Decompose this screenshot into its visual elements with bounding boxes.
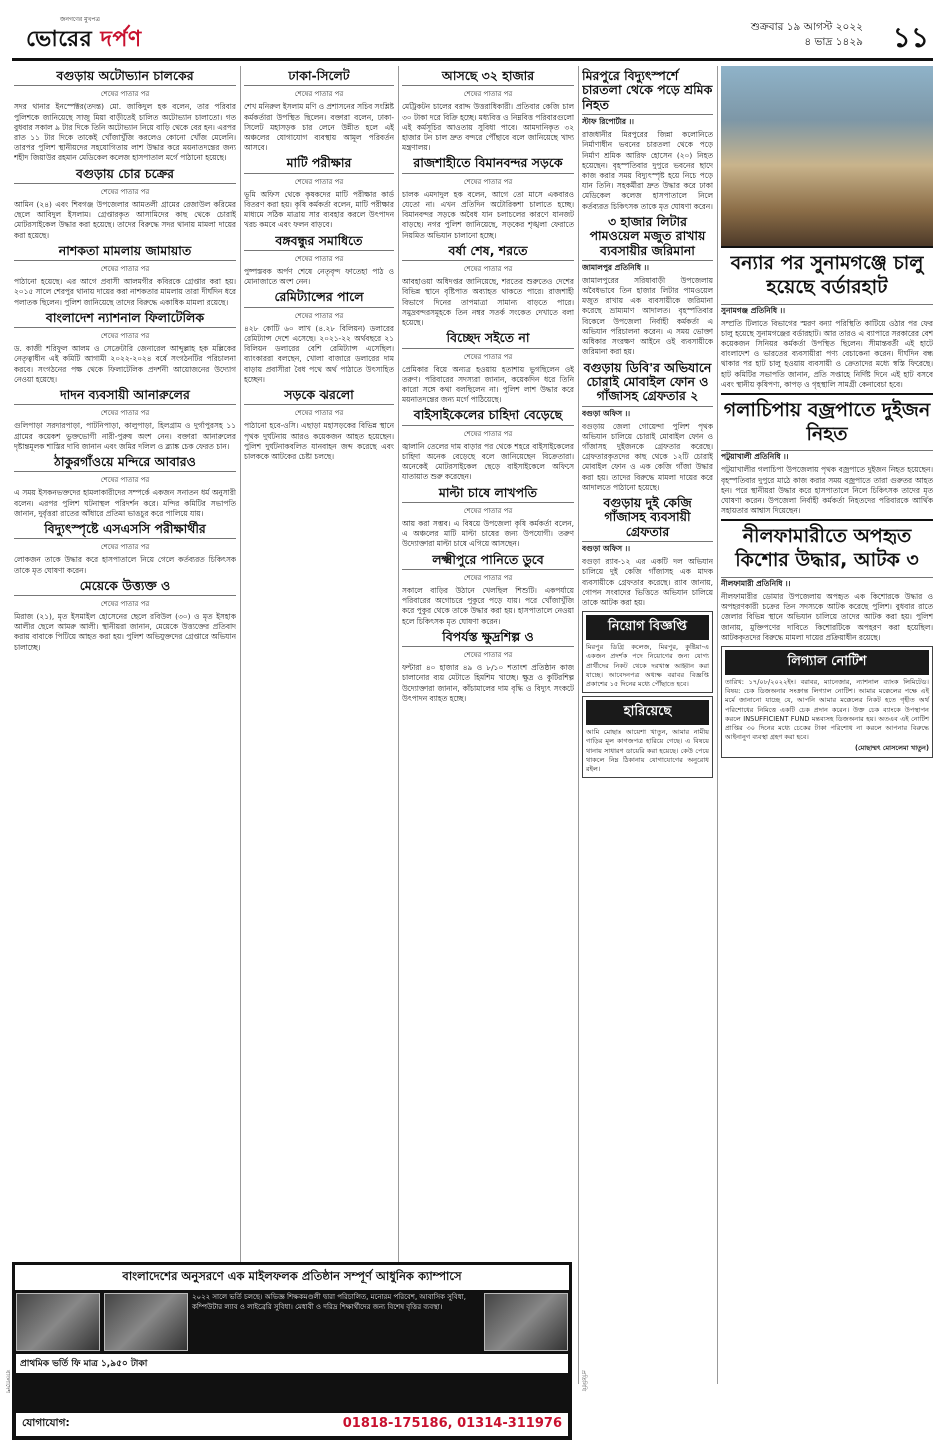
continued-label: শেষের পাতার পর <box>294 409 344 418</box>
headline: ৩ হাজার লিটার পামওয়েল মজুত রাখায় ব্যবসায়ীর জরিমানা <box>582 215 713 261</box>
headline: গলাচিপায় বজ্রপাতে দুইজন নিহত <box>721 393 933 452</box>
article-body: মিরাজ (২১), মৃত ইসমাইল হোসেনের ছেলে রবিউল (৩০) ও মৃত ইসহাক আলীর ছেলে আমরু আলী। স্থানীয়রা জানান, মেয়েকে উত্ত্যক্তের প্রতিবাদ করায় বাবাকে পিটিয়ে আহত করা হয়। পুলিশ অভিযুক্তদের গ্রেপ্তারে অভিযান চালাচ্ছে। <box>14 612 236 652</box>
article-body: রাজধানীর মিরপুরের জিন্না কলোনিতে নির্মাণাধীন ভবনের চারতলা থেকে পড়ে নির্মাণ শ্রমিক আরিফ হোসেন (২০) নিহত হয়েছেন। বৃহস্পতিবার দুপুরে ভবনের ছাদে কাজ করার সময় বিদ্যুৎস্পৃষ্ট হয়ে নিচে পড়ে যান তিনি। সহকর্মীরা দ্রুত উদ্ধার করে ঢাকা মেডিকেল কলেজ হাসপাতালে নিলে কর্তব্যরত চিকিৎসক তাকে মৃত ঘোষণা করেন। <box>582 130 713 211</box>
article-body: জামালপুরের সরিষাবাড়ী উপজেলায় অবৈধভাবে তিন হাজার লিটার পামওয়েল মজুত রাখায় এক ব্যবসায়ীকে জরিমানা করেছে ভ্রাম্যমাণ আদালত। বৃহস্পতিবার বিকেলে উপজেলা নির্বাহী কর্মকর্তা এ অভিযান পরিচালনা করেন। এ সময় ভোক্তা অধিকার সংরক্ষণ আইনে ওই ব্যবসায়ীকে জরিমানা করা হয়। <box>582 275 713 357</box>
column-divider <box>578 66 579 1384</box>
border-haat-photo <box>721 66 933 246</box>
continued-label: শেষের পাতার পর <box>463 429 513 438</box>
article-body: পাঠানো হয়েছে। এর আগে প্রবাসী আলমগীর কবিরকে গ্রেপ্তার করা হয়। ২০১৫ সালে শেরপুর থানায় দায়ের করা নাশকতার মামলায় তারা দীর্ঘদিন ধরে পলাতক ছিলেন। পুলিশ জানিয়েছে তাদের বিরুদ্ধে একাধিক মামলা রয়েছে। <box>14 277 236 307</box>
ad-highlight: প্রাথমিক ভর্তি ফি মাত্র ১,৯৫০ টাকা <box>16 1354 568 1373</box>
column-3 <box>402 66 574 1258</box>
article-body: সদর থানার ইনস্পেক্টর(তদন্ত) মো. জাকিদুল হক বলেন, তার পরিবার পুলিশকে জানিয়েছে সাজু মিয়া বাড়ীতেই চালিত অটোভ্যান চালাতো। গত বুধবার সকাল ৯ টার দিকে তিনি অটোভ্যান নিয়ে বাড়ি থেকে বের হন। এরপর রাত ১১ টার দিকে তাকেই খোঁজাখুঁজি করলেও কোনো খোঁজ মেলেনি। তারপর পুলিশ স্থানীয়দের সহযোগিতায় লাশ উদ্ধার করে ময়নাতদন্তের জন্য শহীদ জিয়াউর রহমান মেডিকেল কলেজ হাসপাতাল মর্গে পাঠানো হয়েছে। <box>14 102 236 163</box>
ad-photo <box>484 1293 568 1351</box>
headline: ঠাকুরগাঁওয়ে মন্দিরে আবারও <box>14 455 236 472</box>
article-body: জ্বালানি তেলের দাম বাড়ার পর থেকে শহরে বাইসাইকেলের চাহিদা অনেক বেড়েছে বলে জানিয়েছেন বিক্রেতারা। অনেকেই মোটরসাইকেল ছেড়ে বাইসাইকেলে অফিসে যাতায়াত শুরু করেছেন। <box>402 441 574 482</box>
continued-label: শেষের পাতার পর <box>100 332 150 341</box>
column-divider <box>398 66 399 1384</box>
notice-body: মিরপুর ডিগ্রি কলেজ, মিরপুর, কুষ্টিয়া-এ একজন প্রদর্শক পদে নিয়োগের জন্য যোগ্য প্রার্থীদের নিকট থেকে দরখাস্ত আহ্বান করা যাচ্ছে। আবেদনপত্র অধ্যক্ষ বরাবর বিজ্ঞপ্তি প্রকাশের ১৫ দিনের মধ্যে পৌঁছাতে হবে। <box>586 643 709 688</box>
headline: বঙ্গবন্ধুর সমাধিতে <box>244 234 394 251</box>
logo-kicker: জনগণের মুখপত্র <box>60 16 100 23</box>
lost-title: হারিয়েছে <box>586 700 709 725</box>
continued-label: শেষের পাতার পর <box>100 90 150 99</box>
byline: পটুয়াখালী প্রতিনিধি ।। <box>721 452 789 462</box>
continued-label: শেষের পাতার পর <box>294 90 344 99</box>
date-bengali: ৪ ভাদ্র ১৪২৯ <box>804 36 863 48</box>
headline: ঢাকা-সিলেট <box>244 69 394 86</box>
headline: সড়কে ঝরলো <box>244 388 394 405</box>
headline: বগুড়ায় চোর চক্রের <box>14 167 236 184</box>
article-body: ফন্টারা ৪০ হাজার ৪৯ ও ৮/১০ শতাংশ প্রতিষ্ঠান কাজ চালানোর ব্যয় মেটাতে হিমশিম খাচ্ছে। ক্ষুদ্র ও কুটিরশিল্প উদ্যোক্তারা জানান, কাঁচামালের দাম বৃদ্ধি ও বিদ্যুৎ সংকটে উৎপাদন ব্যাহত হচ্ছে। <box>402 663 574 703</box>
legal-body: তারিখ: ১৭/০৮/২০২২ইং। বরাবর, ম্যানেজার, ন্যাশনাল ব্যাংক লিমিটেড। বিষয়: চেক ডিজঅনার সংক্রান্ত লিগ্যাল নোটিশ। আমার মক্কেলের পক্ষে এই মর্মে জানানো যাচ্ছে যে, আপনি আমার মক্কেলের নিকট হতে গৃহীত অর্থ পরিশোধের নিমিত্তে একটি চেক প্রদান করেন। উক্ত চেক ব্যাংকে উপস্থাপন করলে INSUFFICIENT FUND মন্তব্যসহ ডিজঅনার হয়। অতএব এই নোটিশ প্রাপ্তির ৩০ দিনের মধ্যে চেকের টাকা পরিশোধ না করলে আপনার বিরুদ্ধে আইনানুগ ব্যবস্থা গ্রহণ করা হবে। <box>725 677 929 742</box>
publication-date <box>751 20 863 50</box>
continued-label: শেষের পাতার পর <box>100 600 150 609</box>
continued-label: শেষের পাতার পর <box>294 254 344 263</box>
headline: মিরপুরে বিদ্যুৎস্পর্শে চারতলা থেকে পড়ে শ্রমিক নিহত <box>582 69 713 115</box>
article-body: আবহাওয়া অধিদপ্তর জানিয়েছে, শরতের শুরুতেও দেশের বিভিন্ন স্থানে বৃষ্টিপাত অব্যাহত থাকতে পারে। রাজশাহী বিভাগে দিনের তাপমাত্রা সামান্য বাড়তে পারে। সমুদ্রবন্দরসমূহকে তিন নম্বর সতর্ক সংকেত দেখাতে বলা হয়েছে। <box>402 277 574 327</box>
headline: বাংলাদেশ ন্যাশনাল ফিলাটেলিক <box>14 311 236 328</box>
lead-headline: বন্যার পর সুনামগঞ্জে চালু হয়েছে বর্ডারহাট <box>721 246 933 305</box>
continued-label: শেষের পাতার পর <box>294 177 344 186</box>
ad-contact <box>16 1413 568 1436</box>
byline: বগুড়া অফিস ।। <box>582 408 631 418</box>
continued-label: শেষের পাতার পর <box>100 187 150 196</box>
article-body: বগুড়া র‍্যাব-১২ এর একটি দল অভিযান চালিয়ে দুই কেজি গাঁজাসহ এক মাদক ব্যবসায়ীকে গ্রেফতার করেছে। র‍্যাব জানায়, গোপন সংবাদের ভিত্তিতে অভিযান চালিয়ে তাকে আটক করা হয়। <box>582 557 713 607</box>
continued-label: শেষের পাতার পর <box>100 476 150 485</box>
masthead <box>12 14 933 56</box>
headline: বগুড়ায় ডিবি'র অভিযানে চোরাই মোবাইল ফোন ও গাঁজাসহ গ্রেফতার ২ <box>582 361 713 407</box>
headline: মেয়েকে উত্ত্যক্ত ও <box>14 579 236 596</box>
headline: নীলফামারীতে অপহৃত কিশোর উদ্ধার, আটক ৩ <box>721 519 933 578</box>
continued-label: শেষের পাতার পর <box>463 90 513 99</box>
column-5 <box>721 66 933 1440</box>
article-body: ভূমি অফিস থেকে কৃষকদের মাটি পরীক্ষার কার্ড বিতরণ করা হয়। কৃষি কর্মকর্তা বলেন, মাটি পরীক্ষার মাধ্যমে সঠিক মাত্রায় সার ব্যবহার করলে উৎপাদন খরচ কমবে এবং ফলন বাড়বে। <box>244 189 394 230</box>
continued-label: শেষের পাতার পর <box>463 573 513 582</box>
byline: বগুড়া অফিস ।। <box>582 544 631 554</box>
legal-signature: (মোছাম্মৎ মোসলেমা খাতুন) <box>854 744 929 753</box>
byline: নীলফামারী প্রতিনিধি ।। <box>721 578 791 588</box>
article-body: আমিন (২৪) এবং শিবগঞ্জ উপজেলার আমতলী গ্রামের রেজাউল করিমের ছেলে আবিদুল ইসলাম। গ্রেপ্তারকৃত আসামিদের কাছ থেকে চোরাই মোটরসাইকেল উদ্ধার করা হয়েছে। তাদের বিরুদ্ধে সদর থানায় মামলা দায়ের করা হয়েছে। <box>14 199 236 240</box>
headline: বগুড়ায় দুই কেজি গাঁজাসহ ব্যবসায়ী গ্রেফতার <box>582 496 713 542</box>
article-body: আয় করা সম্ভব। এ বিষয়ে উপজেলা কৃষি কর্মকর্তা বলেন, এ অঞ্চলের মাটি মাল্টা চাষের জন্য উপযোগী। তরুণ উদ্যোক্তারা মাল্টা চাষে এগিয়ে আসছেন। <box>402 518 574 549</box>
article-body: নীলফামারীর ডোমার উপজেলায় অপহৃত এক কিশোরকে উদ্ধার ও অপহরণকারী চক্রের তিন সদস্যকে আটক করেছে পুলিশ। বুধবার রাতে জেলার বিভিন্ন স্থানে অভিযান চালিয়ে তাদের আটক করা হয়। পুলিশ জানায়, মুক্তিপণের দাবিতে কিশোরটিকে অপহরণ করা হয়েছিল। আটককৃতদের বিরুদ্ধে মামলা দায়ের প্রক্রিয়াধীন রয়েছে। <box>721 591 933 642</box>
headline: মাটি পরীক্ষার <box>244 156 394 173</box>
article-body: ৪২৮ কোটি ৬০ লাখ (৪.২৮ বিলিয়ন) ডলারের রেমিট্যান্স দেশে এসেছে। ২০২১-২২ অর্থবছরে ২১ বিলিয়ন ডলারের বেশি রেমিট্যান্স এসেছিল। ব্যাংকাররা বলছেন, খোলা বাজারে ডলারের দাম বাড়ায় প্রবাসীরা বৈধ পথে অর্থ পাঠাতে উৎসাহিত হচ্ছেন। <box>244 323 394 384</box>
ad-photo <box>104 1293 188 1351</box>
headline: দাদন ব্যবসায়ী আনারুলের <box>14 388 236 405</box>
column-2 <box>244 66 394 1258</box>
article-body: এ সময় ইসকনভক্তদের হামলাকারীদের সম্পর্কে একজন সনাতন ধর্ম অনুসারী বলেন। এরপর পুলিশ ঘটনাস্থল পরিদর্শন করে। মন্দির কমিটির সভাপতি জানান, দুর্বৃত্তরা রাতের আঁধারে প্রতিমা ভাঙচুর করে পালিয়ে যায়। <box>14 488 236 518</box>
notice-title: নিয়োগ বিজ্ঞপ্তি <box>586 615 709 640</box>
column-divider <box>240 66 241 1384</box>
headline: আসছে ৩২ হাজার <box>402 69 574 86</box>
continued-label: শেষের পাতার পর <box>463 651 513 660</box>
ad-content <box>12 1293 572 1351</box>
headline: বিদ্যুৎস্পৃষ্টে এসএসসি পরীক্ষার্থীর <box>14 522 236 539</box>
side-code-right: প্রতিনিধি <box>580 1370 587 1392</box>
ad-title: বাংলাদেশের অনুসরণে এক মাইলফলক প্রতিষ্ঠান সম্পূর্ণ আধুনিক ক্যাম্পাসে <box>15 1265 569 1290</box>
headline: রাজশাহীতে বিমানবন্দর সড়কে <box>402 156 574 173</box>
article-body: পুষ্পস্তবক অর্পণ শেষে নেতৃবৃন্দ ফাতেহা পাঠ ও মোনাজাতে অংশ নেন। <box>244 266 394 287</box>
column-divider <box>717 66 718 1384</box>
newspaper-logo <box>26 22 142 59</box>
headline: বাইসাইকেলের চাহিদা বেড়েছে <box>402 408 574 425</box>
column-1 <box>14 66 236 1258</box>
continued-label: শেষের পাতার পর <box>463 506 513 515</box>
recruitment-notice <box>582 611 713 693</box>
article-body: শেখ মনিরুল ইসলাম মণি ও প্রশাসনের সচিব সংশ্লিষ্ট কর্মকর্তারা উপস্থিত ছিলেন। বক্তারা বলেন, ঢাকা-সিলেট মহাসড়ক চার লেনে উন্নীত হলে এই অঞ্চলের যোগাযোগ ব্যবস্থায় আমূল পরিবর্তন আসবে। <box>244 102 394 153</box>
ad-body: ২০২২ সালে ভর্তি চলছে। অভিজ্ঞ শিক্ষকমণ্ডলী দ্বারা পরিচালিত, মনোরম পরিবেশ, আবাসিক সুবিধা, কম্পিউটার ল্যাব ও লাইব্রেরি সুবিধা। মেধাবী ও দরিদ্র শিক্ষার্থীদের জন্য বিশেষ বৃত্তির ব্যবস্থা। <box>192 1293 466 1311</box>
ad-contact-label: যোগাযোগ: <box>22 1417 70 1429</box>
headline: মাল্টা চাষে লাখপতি <box>402 486 574 503</box>
date-gregorian: শুক্রবার ১৯ আগস্ট ২০২২ <box>750 21 863 33</box>
headline: বগুড়ায় অটোভ্যান চালকের <box>14 69 236 86</box>
article-body: প্রেমিকার বিয়ে অন্যত্র হওয়ায় হতাশায় ভুগছিলেন ওই তরুণ। পরিবারের সদস্যরা জানান, কয়েকদিন ধরে তিনি কারো সঙ্গে কথা বলছিলেন না। পুলিশ লাশ উদ্ধার করে ময়নাতদন্তের জন্য মর্গে পাঠিয়েছে। <box>402 364 574 405</box>
byline: জামালপুর প্রতিনিধি ।। <box>582 262 649 272</box>
continued-label: শেষের পাতার পর <box>100 265 150 274</box>
logo-word-1: ভোরের <box>26 27 93 52</box>
lost-body: আমি মোছাঃ আয়েশা খাতুন, আমার নামীয় গাড়ির মূল কাগজপত্র হারিয়ে গেছে। এ বিষয়ে থানায় সাধারণ ডায়েরি করা হয়েছে। কেউ পেয়ে থাকলে নিম্ন ঠিকানায় যোগাযোগের অনুরোধ রইল। <box>586 728 709 774</box>
headline: নাশকতা মামলায় জামায়াত <box>14 244 236 261</box>
byline: স্টাফ রিপোর্টার ।। <box>582 117 634 127</box>
continued-label: শেষের পাতার পর <box>463 352 513 361</box>
article-body: সকালে বাড়ির উঠানে খেলছিল শিশুটি। একপর্যায়ে পরিবারের অগোচরে পুকুরে পড়ে যায়। পরে খোঁজাখুঁজি করে পুকুর থেকে তাকে উদ্ধার করা হয়। হাসপাতালে নেওয়া হলে চিকিৎসক মৃত ঘোষণা করেন। <box>402 585 574 626</box>
article-body: সম্প্রতি টিলাতে বিভাগের স্মরণ বন্যা পরিস্থিতি কাটিয়ে ওঠার পর ফের চালু হয়েছে সুনামগঞ্জের বর্ডারহাট। আর তারও এ ব্যাপারে সরকারের বেশ কয়েকজন সিনিয়র কর্মকর্তা উপস্থিত ছিলেন। সীমান্তবর্তী এই হাটে বাংলাদেশ ও ভারতের ব্যবসায়ীরা পণ্য বেচাকেনা করেন। দীর্ঘদিন বন্ধ থাকার পর হাট চালু হওয়ায় ব্যবসায়ী ও ক্রেতাদের মধ্যে স্বস্তি ফিরেছে। হাট কমিটির সভাপতি জানান, প্রতি সপ্তাহে নির্দিষ্ট দিনে এই হাট বসবে এবং স্থানীয় কৃষিপণ্য, কাপড় ও গৃহস্থালি সামগ্রী কেনাবেচা হবে। <box>721 318 933 389</box>
article-body: লোকজন তাকে উদ্ধার করে হাসপাতালে নিয়ে গেলে কর্তব্যরত চিকিৎসক তাকে মৃত ঘোষণা করেন। <box>14 555 236 575</box>
logo-word-2: দর্পণ <box>100 27 142 52</box>
headline: রেমিট্যান্সের পালে <box>244 290 394 307</box>
legal-title: লিগ্যাল নোটিশ <box>725 650 929 675</box>
continued-label: শেষের পাতার পর <box>294 311 344 320</box>
ad-phone-number: 01818-175186, 01314-311976 <box>342 1416 562 1431</box>
lost-notice <box>582 696 713 778</box>
legal-notice <box>721 646 933 758</box>
article-body: গুলিপাড়া সরদারপাড়া, পাটনিপাড়া, কালুপাড়া, হিলগ্রাম ও দুর্গাপুরসহ ১১ গ্রামের কয়েকশ ভুক্তভোগী নারী-পুরুষ অংশ নেন। বক্তারা আনারুলের দৃষ্টান্তমূলক শাস্তির দাবি জানান এবং জমির দলিল ও ব্ল্যাঙ্ক চেক ফেরত চান। <box>14 421 236 451</box>
education-advertisement <box>12 1262 572 1440</box>
continued-label: শেষের পাতার পর <box>463 177 513 186</box>
article-body: মেট্রিকটন চালের বরাদ্দ উত্তরাধিকারী। প্রতিবার কেজি চাল ৩০ টাকা দরে বিক্রি হচ্ছে। মধ্যবিত্ত ও নিম্নবিত্ত পরিবারগুলো এই কর্মসূচির আওতায় সুবিধা পাবে। আমদানিকৃত ৩২ হাজার টন চাল দ্রুত বন্দরে পৌঁছাবে বলে জানিয়েছে খাদ্য মন্ত্রণালয়। <box>402 102 574 153</box>
article-body: চালক এমদাদুল হক বলেন, আগে তো মাসে একবারও যেতো না। এখন প্রতিদিন অটোরিকশা চালাতে হচ্ছে। বিমানবন্দর সড়কে অবৈধ যান চলাচলের কারণে যানজট বাড়ছে। নগর পুলিশ জানিয়েছে, সড়কের শৃঙ্খলা ফেরাতে নিয়মিত অভিযান চালানো হচ্ছে। <box>402 189 574 240</box>
continued-label: শেষের পাতার পর <box>463 265 513 274</box>
ad-photo <box>16 1293 100 1351</box>
article-body: ড. কাজী শরিফুল আলম ও সেক্রেটারি জেনারেল আব্দুল্লাহ হক মল্লিকের নেতৃত্বাধীন এই কমিটি আগামী ২০২২-২০২৪ বর্ষে সংগঠনটির পরিচালনা করবে। সংগঠনের পক্ষ থেকে ফিলাটেলিক প্রদর্শনী আয়োজনের উদ্যোগ নেওয়া হয়েছে। <box>14 344 236 384</box>
headline: লক্ষ্মীপুরে পানিতে ডুবে <box>402 553 574 570</box>
continued-label: শেষের পাতার পর <box>100 543 150 552</box>
article-body: বগুড়ায় জেলা গোয়েন্দা পুলিশ পৃথক অভিযান চালিয়ে চোরাই মোবাইল ফোন ও গাঁজাসহ দুইজনকে গ্রেফতার করেছে। গ্রেফতারকৃতদের কাছ থেকে ১২টি চোরাই মোবাইল ফোন ও এক কেজি গাঁজা উদ্ধার করা হয়। তাদের বিরুদ্ধে মামলা দায়ের করে আদালতে পাঠানো হয়েছে। <box>582 421 713 492</box>
headline: বিপর্যস্ত ক্ষুদ্রশিল্প ও <box>402 630 574 647</box>
masthead-rule <box>12 58 933 61</box>
article-body: পটুয়াখালীর গলাচিপা উপজেলায় পৃথক বজ্রপাতে দুইজন নিহত হয়েছেন। বৃহস্পতিবার দুপুরে মাঠে কাজ করার সময় বজ্রপাতে তারা গুরুতর আহত হন। পরে স্থানীয়রা উদ্ধার করে হাসপাতালে নিলে চিকিৎসক তাদের মৃত ঘোষণা করেন। উপজেলা নির্বাহী কর্মকর্তা নিহতদের পরিবারকে আর্থিক সহায়তার আশ্বাস দিয়েছেন। <box>721 465 933 516</box>
page-number: ১১ <box>892 21 929 54</box>
article-body: পাঠানো হবে-ওসি। এছাড়া মহাসড়কের বিভিন্ন স্থানে পৃথক দুর্ঘটনায় আরও কয়েকজন আহত হয়েছেন। পুলিশ দুর্ঘটনাকবলিত যানবাহন জব্দ করেছে এবং চালককে আটকের চেষ্টা চলছে। <box>244 421 394 461</box>
byline: সুনামগঞ্জ প্রতিনিধি ।। <box>721 305 786 315</box>
side-code-left: বাংলাদেশ <box>4 1370 11 1393</box>
column-4 <box>582 66 713 1440</box>
headline: বর্ষা শেষ, শরতে <box>402 244 574 261</box>
headline: বিচ্ছেদ সইতে না <box>402 331 574 348</box>
continued-label: শেষের পাতার পর <box>100 409 150 418</box>
